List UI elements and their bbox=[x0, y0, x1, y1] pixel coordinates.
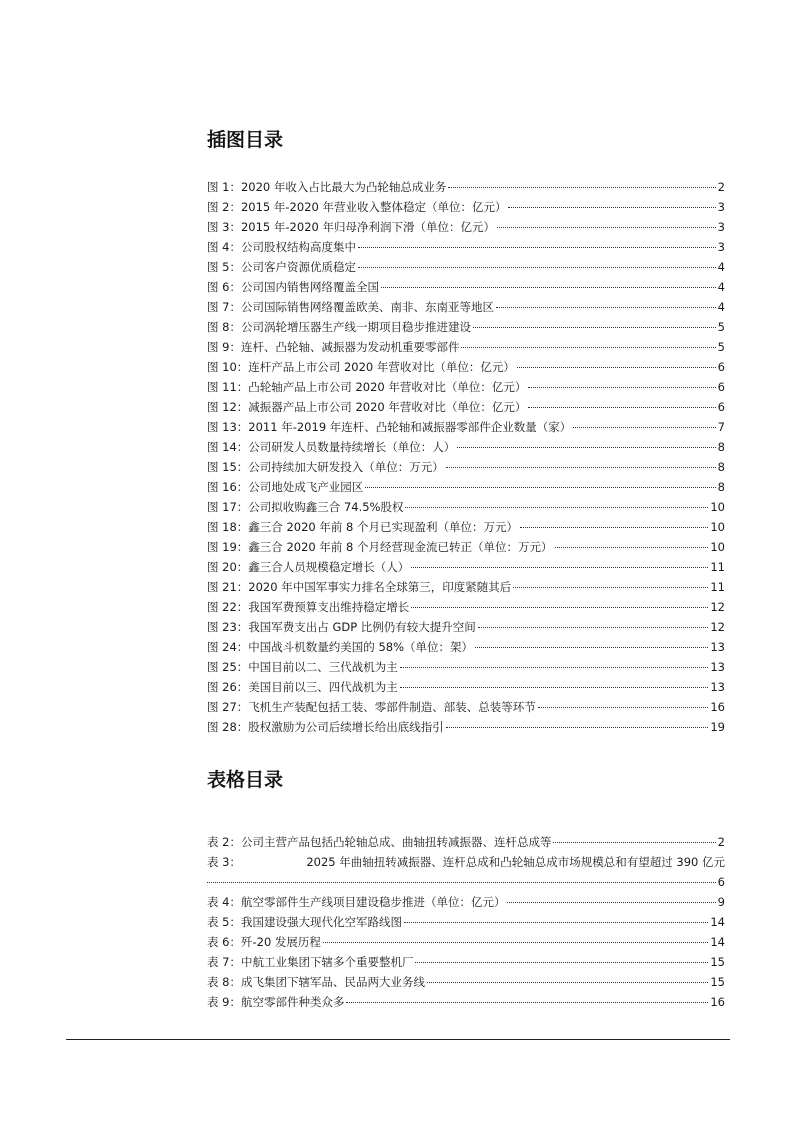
toc-entry-label: 图 17： bbox=[207, 500, 249, 514]
figure-toc-entry[interactable] bbox=[207, 237, 725, 257]
toc-entry-title bbox=[207, 832, 551, 852]
toc-entry-label: 表 7： bbox=[207, 955, 241, 969]
toc-entry-page: 4 bbox=[717, 300, 725, 314]
toc-entry-label: 图 1： bbox=[207, 180, 241, 194]
toc-entry-title bbox=[207, 657, 398, 677]
toc-entry-label: 图 13： bbox=[207, 420, 249, 434]
toc-entry-text: 飞机生产装配包括工装、零部件制造、部装、总装等环节 bbox=[248, 700, 536, 714]
toc-entry-title bbox=[207, 697, 536, 717]
toc-entry-label: 图 18： bbox=[207, 520, 249, 534]
toc-entry-title bbox=[207, 277, 379, 297]
toc-entry-text: 公司股权结构高度集中 bbox=[240, 240, 356, 254]
toc-entry-text: 鑫三合 2020 年前 8 个月已实现盈利（单位：万元） bbox=[248, 520, 518, 534]
table-toc-title: 表格目录 bbox=[207, 769, 284, 791]
toc-entry-title bbox=[207, 637, 473, 657]
toc-entry-text: 我国建设强大现代化空军路线图 bbox=[240, 915, 402, 929]
toc-entry-text: 连杆产品上市公司 2020 年营收对比（单位：亿元） bbox=[248, 360, 515, 374]
toc-entry-label: 图 3： bbox=[207, 220, 241, 234]
figure-toc-entry[interactable] bbox=[207, 617, 725, 637]
toc-entry-title bbox=[207, 992, 344, 1012]
toc-entry-title bbox=[207, 317, 471, 337]
dot-leader bbox=[457, 446, 715, 448]
figure-toc-entry[interactable] bbox=[207, 577, 725, 597]
toc-entry-continuation bbox=[207, 872, 725, 892]
dot-leader bbox=[475, 646, 708, 648]
toc-entry-label: 图 8： bbox=[207, 320, 241, 334]
table-toc-entry[interactable] bbox=[207, 952, 725, 972]
toc-entry-title bbox=[207, 852, 725, 872]
figure-toc-entry[interactable] bbox=[207, 697, 725, 717]
figure-toc-entry[interactable] bbox=[207, 557, 725, 577]
toc-entry-label: 表 3： bbox=[207, 855, 241, 869]
toc-entry-page: 4 bbox=[717, 260, 725, 274]
toc-entry-page: 2 bbox=[717, 835, 725, 849]
dot-leader bbox=[400, 666, 709, 668]
toc-entry-title bbox=[207, 952, 413, 972]
dot-leader bbox=[513, 586, 708, 588]
figure-toc-entry[interactable] bbox=[207, 397, 725, 417]
figure-toc-entry[interactable] bbox=[207, 357, 725, 377]
toc-entry-title bbox=[207, 397, 526, 417]
toc-entry-page: 10 bbox=[710, 500, 725, 514]
dot-leader bbox=[411, 566, 708, 568]
toc-entry-text: 公司拟收购鑫三合 74.5%股权 bbox=[248, 500, 404, 514]
figure-toc-entry[interactable] bbox=[207, 657, 725, 677]
toc-entry-title bbox=[207, 932, 321, 952]
toc-entry-text: 中国目前以二、三代战机为主 bbox=[248, 660, 398, 674]
figure-toc-entry[interactable] bbox=[207, 337, 725, 357]
toc-entry-page: 3 bbox=[717, 200, 725, 214]
toc-entry-label: 图 16： bbox=[207, 480, 249, 494]
toc-entry-label: 表 8： bbox=[207, 975, 241, 989]
figure-toc-entry[interactable] bbox=[207, 297, 725, 317]
toc-entry-label: 表 4： bbox=[207, 895, 241, 909]
toc-entry-text: 公司地处成飞产业园区 bbox=[248, 480, 364, 494]
dot-leader bbox=[405, 506, 708, 508]
toc-entry-text: 2015 年-2020 年营业收入整体稳定（单位：亿元） bbox=[240, 200, 507, 214]
toc-entry-text: 公司国际销售网络覆盖欧美、南非、东南亚等地区 bbox=[240, 300, 494, 314]
toc-entry-title bbox=[207, 297, 494, 317]
toc-entry-text: 2020 年中国军事实力排名全球第三，印度紧随其后 bbox=[248, 580, 512, 594]
toc-entry-text: 中国战斗机数量约美国的 58%（单位：架） bbox=[248, 640, 474, 654]
toc-entry-label: 表 6： bbox=[207, 935, 241, 949]
toc-entry-text: 航空零部件生产线项目建设稳步推进（单位：亿元） bbox=[240, 895, 506, 909]
toc-entry-text: 2025 年曲轴扭转减振器、连杆总成和凸轮轴总成市场规模总和有望超过 390 亿元 bbox=[306, 855, 725, 869]
toc-entry-page: 13 bbox=[710, 680, 725, 694]
toc-entry-label: 图 7： bbox=[207, 300, 241, 314]
toc-entry-page: 7 bbox=[717, 420, 725, 434]
figure-toc-entry[interactable] bbox=[207, 257, 725, 277]
toc-entry-title bbox=[207, 357, 515, 377]
table-toc-entry-wrapped[interactable] bbox=[207, 852, 725, 892]
toc-entry-title bbox=[207, 217, 495, 237]
figure-toc-title: 插图目录 bbox=[207, 129, 284, 151]
toc-entry-text: 公司涡轮增压器生产线一期项目稳步推进建设 bbox=[240, 320, 471, 334]
toc-entry-label: 图 9： bbox=[207, 340, 241, 354]
dot-leader bbox=[473, 326, 716, 328]
toc-entry-label: 图 20： bbox=[207, 560, 249, 574]
toc-entry-page: 6 bbox=[717, 400, 725, 414]
toc-entry-page: 5 bbox=[717, 340, 725, 354]
dot-leader bbox=[528, 406, 715, 408]
figure-toc-entry[interactable] bbox=[207, 437, 725, 457]
toc-entry-title bbox=[207, 597, 409, 617]
toc-entry-page: 9 bbox=[717, 895, 725, 909]
toc-entry-title bbox=[207, 537, 553, 557]
toc-entry-label: 图 25： bbox=[207, 660, 249, 674]
figure-toc-entry[interactable] bbox=[207, 517, 725, 537]
toc-entry-page: 8 bbox=[717, 480, 725, 494]
toc-entry-page: 6 bbox=[717, 380, 725, 394]
dot-leader bbox=[553, 841, 715, 843]
toc-entry-text: 减振器产品上市公司 2020 年营收对比（单位：亿元） bbox=[248, 400, 527, 414]
figure-toc-entry[interactable] bbox=[207, 597, 725, 617]
dot-leader bbox=[358, 266, 716, 268]
dot-leader bbox=[427, 981, 708, 983]
toc-entry-text: 凸轮轴产品上市公司 2020 年营收对比（单位：亿元） bbox=[248, 380, 527, 394]
dot-leader bbox=[520, 526, 708, 528]
toc-entry-page: 8 bbox=[717, 440, 725, 454]
toc-entry-page: 12 bbox=[710, 620, 725, 634]
figure-toc-entry[interactable] bbox=[207, 717, 725, 737]
dot-leader bbox=[358, 246, 716, 248]
toc-entry-label: 图 2： bbox=[207, 200, 241, 214]
toc-entry-label: 图 19： bbox=[207, 540, 249, 554]
toc-entry-page: 13 bbox=[710, 640, 725, 654]
table-toc-rows bbox=[207, 892, 725, 1012]
toc-entry-text: 我国军费支出占 GDP 比例仍有较大提升空间 bbox=[248, 620, 476, 634]
toc-entry-page: 6 bbox=[717, 875, 725, 889]
toc-entry-label: 图 11： bbox=[207, 380, 249, 394]
figure-toc-entry[interactable] bbox=[207, 217, 725, 237]
toc-entry-label: 图 28： bbox=[207, 720, 249, 734]
toc-entry-title bbox=[207, 197, 506, 217]
dot-leader bbox=[497, 226, 716, 228]
figure-toc-list bbox=[207, 177, 725, 737]
dot-leader bbox=[448, 186, 715, 188]
toc-entry-text: 航空零部件种类众多 bbox=[240, 995, 345, 1009]
toc-entry-label: 图 12： bbox=[207, 400, 249, 414]
toc-entry-label: 图 21： bbox=[207, 580, 249, 594]
toc-entry-text: 2011 年-2019 年连杆、凸轮轴和减振器零部件企业数量（家） bbox=[248, 420, 572, 434]
toc-entry-title bbox=[207, 477, 363, 497]
toc-entry-text: 美国目前以三、四代战机为主 bbox=[248, 680, 398, 694]
toc-entry-page: 4 bbox=[717, 280, 725, 294]
toc-entry-page: 15 bbox=[710, 975, 725, 989]
dot-leader bbox=[496, 306, 716, 308]
figure-toc-entry[interactable] bbox=[207, 197, 725, 217]
dot-leader bbox=[508, 206, 715, 208]
toc-entry-page: 14 bbox=[710, 915, 725, 929]
toc-entry-label: 图 6： bbox=[207, 280, 241, 294]
toc-entry-page: 3 bbox=[717, 240, 725, 254]
toc-entry-label: 图 10： bbox=[207, 360, 249, 374]
figure-toc-entry[interactable] bbox=[207, 417, 725, 437]
toc-entry-text: 公司客户资源优质稳定 bbox=[240, 260, 356, 274]
figure-toc-entry[interactable] bbox=[207, 177, 725, 197]
toc-entry-label: 图 26： bbox=[207, 680, 249, 694]
toc-entry-page: 19 bbox=[710, 720, 725, 734]
toc-entry-text: 鑫三合 2020 年前 8 个月经营现金流已转正（单位：万元） bbox=[248, 540, 553, 554]
toc-entry-text: 公司国内销售网络覆盖全国 bbox=[240, 280, 379, 294]
toc-entry-page: 13 bbox=[710, 660, 725, 674]
dot-leader bbox=[517, 366, 716, 368]
toc-entry-page: 3 bbox=[717, 220, 725, 234]
toc-entry-page: 11 bbox=[710, 560, 725, 574]
toc-entry-text: 2020 年收入占比最大为凸轮轴总成业务 bbox=[240, 180, 447, 194]
toc-entry-title bbox=[207, 497, 403, 517]
dot-leader bbox=[573, 426, 715, 428]
figure-toc-entry[interactable] bbox=[207, 637, 725, 657]
toc-entry-title bbox=[207, 257, 356, 277]
figure-toc-entry[interactable] bbox=[207, 477, 725, 497]
toc-entry-text: 2015 年-2020 年归母净利润下滑（单位：亿元） bbox=[240, 220, 495, 234]
dot-leader bbox=[555, 546, 709, 548]
toc-entry-text: 公司研发人员数量持续增长（单位：人） bbox=[248, 440, 456, 454]
toc-entry-page: 11 bbox=[710, 580, 725, 594]
dot-leader bbox=[207, 881, 716, 883]
figure-toc-entry[interactable] bbox=[207, 377, 725, 397]
toc-entry-page: 5 bbox=[717, 320, 725, 334]
table-toc-entry[interactable] bbox=[207, 912, 725, 932]
toc-entry-title bbox=[207, 337, 459, 357]
toc-entry-page: 14 bbox=[710, 935, 725, 949]
toc-entry-text: 中航工业集团下辖多个重要整机厂 bbox=[240, 955, 414, 969]
figure-toc-entry[interactable] bbox=[207, 277, 725, 297]
toc-entry-text: 歼-20 发展历程 bbox=[240, 935, 321, 949]
table-toc-entry[interactable] bbox=[207, 932, 725, 952]
table-toc-entry[interactable] bbox=[207, 892, 725, 912]
toc-entry-title bbox=[207, 377, 526, 397]
toc-entry-label: 图 27： bbox=[207, 700, 249, 714]
dot-leader bbox=[507, 901, 715, 903]
dot-leader bbox=[404, 921, 708, 923]
figure-toc-entry[interactable] bbox=[207, 537, 725, 557]
table-toc-entry[interactable] bbox=[207, 972, 725, 992]
toc-entry-label: 图 22： bbox=[207, 600, 249, 614]
toc-entry-text: 公司主营产品包括凸轮轴总成、曲轴扭转减振器、连杆总成等 bbox=[240, 835, 552, 849]
table-toc-list bbox=[207, 832, 725, 1012]
dot-leader bbox=[411, 606, 708, 608]
toc-entry-title bbox=[207, 892, 505, 912]
toc-entry-label: 图 5： bbox=[207, 260, 241, 274]
toc-entry-title bbox=[207, 557, 409, 577]
dot-leader bbox=[446, 466, 716, 468]
toc-entry-title bbox=[207, 972, 425, 992]
toc-entry-title bbox=[207, 457, 444, 477]
dot-leader bbox=[528, 386, 715, 388]
dot-leader bbox=[365, 486, 715, 488]
toc-entry-label: 表 5： bbox=[207, 915, 241, 929]
toc-entry-page: 16 bbox=[710, 700, 725, 714]
toc-entry-page: 8 bbox=[717, 460, 725, 474]
toc-entry-label: 图 15： bbox=[207, 460, 249, 474]
toc-entry-text: 鑫三合人员规模稳定增长（人） bbox=[248, 560, 410, 574]
toc-entry-title bbox=[207, 577, 511, 597]
toc-entry-title bbox=[207, 177, 446, 197]
toc-entry-label: 图 4： bbox=[207, 240, 241, 254]
toc-entry-label: 表 2： bbox=[207, 835, 241, 849]
toc-entry-page: 15 bbox=[710, 955, 725, 969]
dot-leader bbox=[446, 726, 709, 728]
dot-leader bbox=[323, 941, 708, 943]
dot-leader bbox=[400, 686, 709, 688]
toc-entry-title bbox=[207, 237, 356, 257]
dot-leader bbox=[346, 1001, 708, 1003]
toc-entry-title bbox=[207, 912, 402, 932]
dot-leader bbox=[478, 626, 709, 628]
toc-entry-text: 公司持续加大研发投入（单位：万元） bbox=[248, 460, 444, 474]
toc-entry-title bbox=[207, 677, 398, 697]
toc-entry-title bbox=[207, 717, 444, 737]
table-toc-entry[interactable] bbox=[207, 992, 725, 1012]
toc-entry-text: 我国军费预算支出维持稳定增长 bbox=[248, 600, 410, 614]
toc-entry-label: 表 9： bbox=[207, 995, 241, 1009]
footer-rule bbox=[66, 1039, 730, 1040]
figure-toc-entry[interactable] bbox=[207, 677, 725, 697]
toc-entry-page: 16 bbox=[710, 995, 725, 1009]
figure-toc-entry[interactable] bbox=[207, 317, 725, 337]
table-toc-entry[interactable] bbox=[207, 832, 725, 852]
toc-entry-page: 10 bbox=[710, 520, 725, 534]
toc-entry-text: 股权激励为公司后续增长给出底线指引 bbox=[248, 720, 444, 734]
toc-entry-label: 图 14： bbox=[207, 440, 249, 454]
toc-entry-label: 图 23： bbox=[207, 620, 249, 634]
toc-entry-title bbox=[207, 517, 518, 537]
figure-toc-entry[interactable] bbox=[207, 457, 725, 477]
toc-entry-text: 成飞集团下辖军品、民品两大业务线 bbox=[240, 975, 425, 989]
toc-entry-text: 连杆、凸轮轴、减振器为发动机重要零部件 bbox=[240, 340, 460, 354]
dot-leader bbox=[461, 346, 715, 348]
toc-entry-title bbox=[207, 417, 571, 437]
figure-toc-entry[interactable] bbox=[207, 497, 725, 517]
dot-leader bbox=[538, 706, 709, 708]
toc-entry-page: 12 bbox=[710, 600, 725, 614]
toc-entry-title bbox=[207, 437, 455, 457]
toc-entry-label: 图 24： bbox=[207, 640, 249, 654]
dot-leader bbox=[415, 961, 708, 963]
dot-leader bbox=[381, 286, 716, 288]
toc-entry-page: 10 bbox=[710, 540, 725, 554]
toc-entry-page: 6 bbox=[717, 360, 725, 374]
toc-entry-page: 2 bbox=[717, 180, 725, 194]
toc-entry-title bbox=[207, 617, 476, 637]
